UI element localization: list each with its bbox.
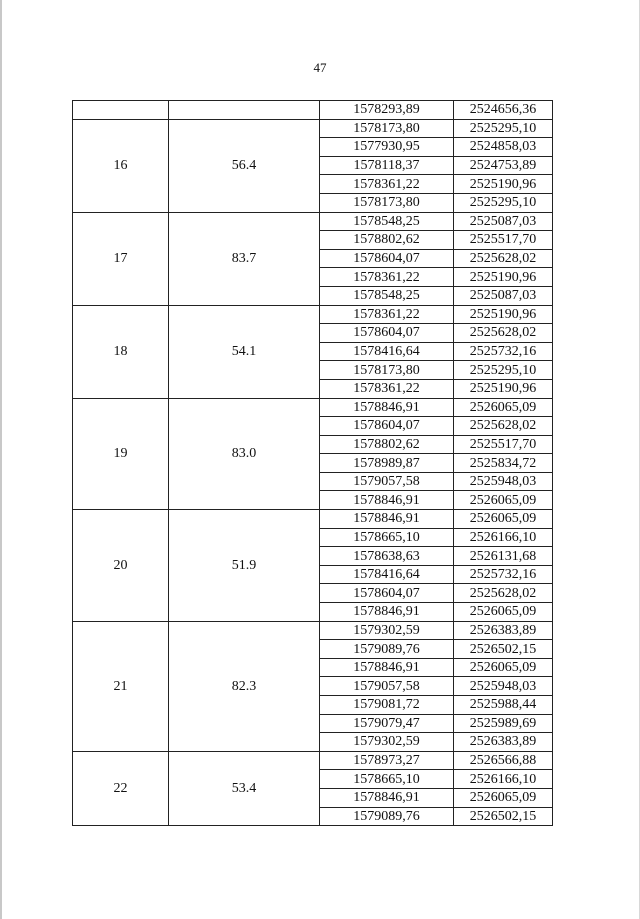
y-coordinate-cell: 2525190,96: [454, 268, 553, 287]
x-coordinate-cell: 1578802,62: [320, 435, 454, 454]
y-coordinate-cell: 2526502,15: [454, 807, 553, 826]
x-coordinate-cell: 1578118,37: [320, 156, 454, 175]
x-coordinate-cell: 1578638,63: [320, 547, 454, 566]
table-row: [73, 751, 553, 770]
page-number: 47: [313, 60, 327, 75]
x-coordinate-cell: 1578173,80: [320, 361, 454, 380]
area-cell: 51.9: [169, 510, 320, 622]
x-coordinate-cell: 1578604,07: [320, 324, 454, 343]
y-coordinate-cell: 2525732,16: [454, 342, 553, 361]
x-coordinate-cell: 1579079,47: [320, 714, 454, 733]
x-coordinate-cell: 1578548,25: [320, 286, 454, 305]
x-coordinate-cell: 1578846,91: [320, 658, 454, 677]
area-cell: 83.0: [169, 398, 320, 510]
x-coordinate-cell: 1578604,07: [320, 249, 454, 268]
area-cell: 54.1: [169, 305, 320, 398]
x-coordinate-cell: 1579302,59: [320, 733, 454, 752]
x-coordinate-cell: 1578846,91: [320, 788, 454, 807]
y-coordinate-cell: 2526131,68: [454, 547, 553, 566]
y-coordinate-cell: 2525190,96: [454, 305, 553, 324]
y-coordinate-cell: 2525190,96: [454, 379, 553, 398]
y-coordinate-cell: 2526383,89: [454, 621, 553, 640]
x-coordinate-cell: 1578846,91: [320, 398, 454, 417]
x-coordinate-cell: 1579057,58: [320, 677, 454, 696]
x-coordinate-cell: 1578665,10: [320, 528, 454, 547]
y-coordinate-cell: 2525948,03: [454, 677, 553, 696]
y-coordinate-cell: 2525517,70: [454, 435, 553, 454]
x-coordinate-cell: 1577930,95: [320, 138, 454, 157]
y-coordinate-cell: 2526065,09: [454, 510, 553, 529]
y-coordinate-cell: 2526383,89: [454, 733, 553, 752]
plot-number-cell: 16: [73, 119, 169, 212]
x-coordinate-cell: 1578416,64: [320, 565, 454, 584]
y-coordinate-cell: 2524656,36: [454, 101, 553, 120]
y-coordinate-cell: 2525087,03: [454, 212, 553, 231]
y-coordinate-cell: 2524753,89: [454, 156, 553, 175]
plot-number-cell: [73, 101, 169, 120]
plot-number-cell: 18: [73, 305, 169, 398]
y-coordinate-cell: 2525295,10: [454, 193, 553, 212]
x-coordinate-cell: 1579302,59: [320, 621, 454, 640]
x-coordinate-cell: 1578361,22: [320, 175, 454, 194]
y-coordinate-cell: 2526166,10: [454, 770, 553, 789]
table-row: [73, 212, 553, 231]
table-row: [73, 119, 553, 138]
y-coordinate-cell: 2526166,10: [454, 528, 553, 547]
x-coordinate-cell: 1578416,64: [320, 342, 454, 361]
y-coordinate-cell: 2525295,10: [454, 361, 553, 380]
x-coordinate-cell: 1578173,80: [320, 193, 454, 212]
table-row: [73, 398, 553, 417]
scan-edge-left: [0, 0, 2, 919]
x-coordinate-cell: 1579089,76: [320, 807, 454, 826]
area-cell: 56.4: [169, 119, 320, 212]
y-coordinate-cell: 2525087,03: [454, 286, 553, 305]
y-coordinate-cell: 2526566,88: [454, 751, 553, 770]
y-coordinate-cell: 2525988,44: [454, 696, 553, 715]
table-row: [73, 510, 553, 529]
table-row: [73, 621, 553, 640]
x-coordinate-cell: 1578802,62: [320, 231, 454, 250]
y-coordinate-cell: 2525732,16: [454, 565, 553, 584]
y-coordinate-cell: 2525628,02: [454, 584, 553, 603]
area-cell: 83.7: [169, 212, 320, 305]
y-coordinate-cell: 2525190,96: [454, 175, 553, 194]
y-coordinate-cell: 2525948,03: [454, 472, 553, 491]
x-coordinate-cell: 1578989,87: [320, 454, 454, 473]
plot-number-cell: 21: [73, 621, 169, 751]
plot-number-cell: 20: [73, 510, 169, 622]
x-coordinate-cell: 1578846,91: [320, 491, 454, 510]
area-cell: [169, 101, 320, 120]
y-coordinate-cell: 2526065,09: [454, 603, 553, 622]
x-coordinate-cell: 1579057,58: [320, 472, 454, 491]
x-coordinate-cell: 1578361,22: [320, 268, 454, 287]
x-coordinate-cell: 1578973,27: [320, 751, 454, 770]
y-coordinate-cell: 2525517,70: [454, 231, 553, 250]
x-coordinate-cell: 1578173,80: [320, 119, 454, 138]
y-coordinate-cell: 2525989,69: [454, 714, 553, 733]
coordinates-table: [72, 100, 553, 826]
plot-number-cell: 22: [73, 751, 169, 825]
table-row: [73, 101, 553, 120]
x-coordinate-cell: 1578548,25: [320, 212, 454, 231]
y-coordinate-cell: 2526065,09: [454, 788, 553, 807]
y-coordinate-cell: 2526065,09: [454, 658, 553, 677]
x-coordinate-cell: 1578846,91: [320, 510, 454, 529]
area-cell: 82.3: [169, 621, 320, 751]
x-coordinate-cell: 1578665,10: [320, 770, 454, 789]
y-coordinate-cell: 2525628,02: [454, 324, 553, 343]
table-row: [73, 305, 553, 324]
x-coordinate-cell: 1578293,89: [320, 101, 454, 120]
y-coordinate-cell: 2526065,09: [454, 398, 553, 417]
y-coordinate-cell: 2525295,10: [454, 119, 553, 138]
x-coordinate-cell: 1579089,76: [320, 640, 454, 659]
area-cell: 53.4: [169, 751, 320, 825]
plot-number-cell: 19: [73, 398, 169, 510]
x-coordinate-cell: 1578846,91: [320, 603, 454, 622]
y-coordinate-cell: 2526065,09: [454, 491, 553, 510]
coordinates-table-body: [73, 101, 553, 826]
x-coordinate-cell: 1578361,22: [320, 379, 454, 398]
plot-number-cell: 17: [73, 212, 169, 305]
y-coordinate-cell: 2524858,03: [454, 138, 553, 157]
y-coordinate-cell: 2525628,02: [454, 249, 553, 268]
x-coordinate-cell: 1578361,22: [320, 305, 454, 324]
y-coordinate-cell: 2525834,72: [454, 454, 553, 473]
x-coordinate-cell: 1578604,07: [320, 417, 454, 436]
x-coordinate-cell: 1578604,07: [320, 584, 454, 603]
y-coordinate-cell: 2526502,15: [454, 640, 553, 659]
x-coordinate-cell: 1579081,72: [320, 696, 454, 715]
y-coordinate-cell: 2525628,02: [454, 417, 553, 436]
